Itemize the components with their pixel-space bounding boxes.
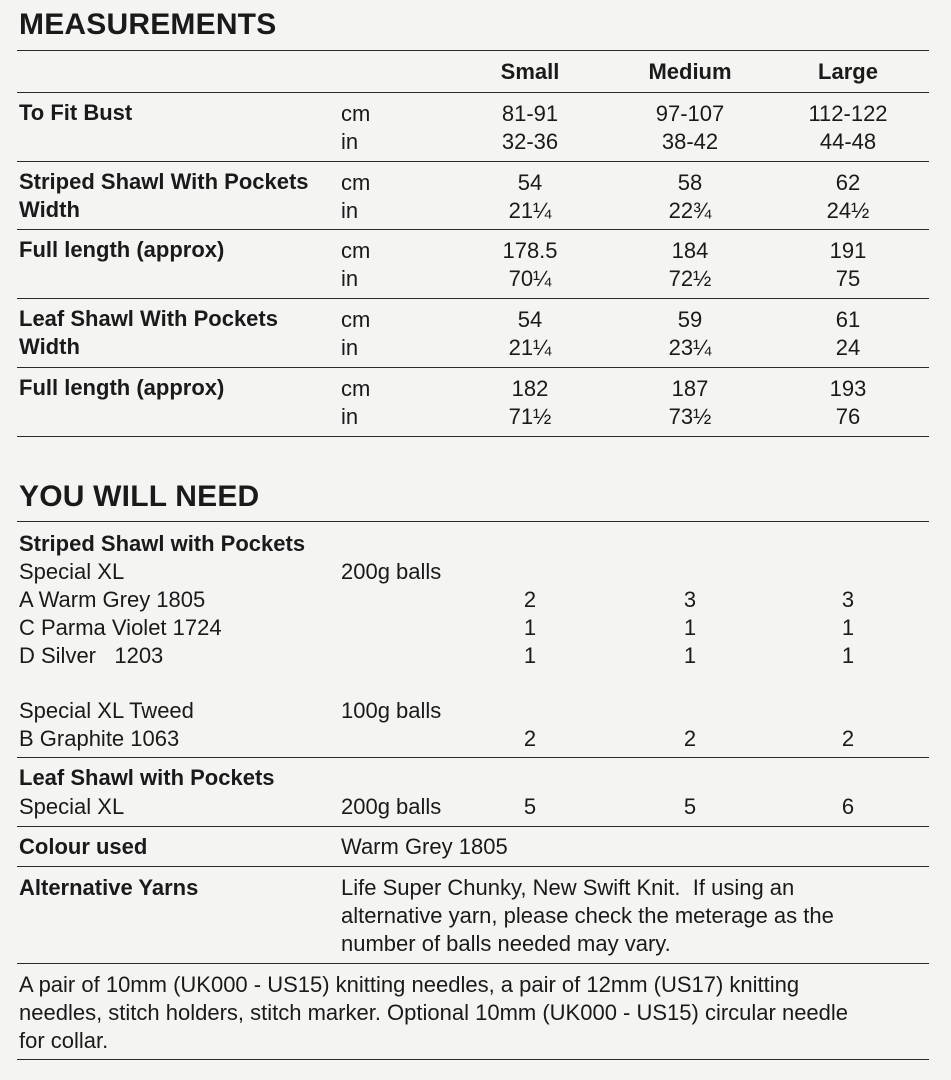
value-medium: 72½ — [668, 266, 712, 291]
value-medium: 22¾ — [668, 198, 712, 223]
colour-name: C Parma Violet 1724 — [19, 615, 222, 640]
divider — [17, 866, 929, 867]
unit-in: in — [341, 129, 359, 154]
divider — [17, 757, 929, 758]
value-small: 70¼ — [508, 266, 552, 291]
value-small: 81-91 — [501, 101, 559, 126]
divider — [17, 521, 929, 522]
value-large: 44-48 — [819, 129, 877, 154]
ball-weight: 200g balls — [341, 559, 442, 584]
you-will-need-heading: YOU WILL NEED — [19, 480, 260, 513]
unit-cm: cm — [341, 307, 371, 332]
value-medium: 59 — [677, 307, 703, 332]
divider — [17, 826, 929, 827]
value-small: 54 — [517, 307, 543, 332]
value-large: 191 — [829, 238, 867, 263]
text-line: for collar. — [19, 1028, 109, 1053]
qty-medium: 1 — [683, 615, 697, 640]
alternative-yarns-label: Alternative Yarns — [19, 875, 199, 900]
divider — [17, 963, 929, 964]
value-medium: 184 — [671, 238, 709, 263]
measurement-label: Full length (approx) — [19, 237, 225, 262]
value-small: 21¼ — [508, 335, 552, 360]
size-header-medium: Medium — [648, 59, 732, 84]
text-line: number of balls needed may vary. — [341, 931, 671, 956]
leaf-shawl-title: Leaf Shawl with Pockets — [19, 765, 275, 790]
unit-in: in — [341, 266, 359, 291]
qty-large: 1 — [841, 643, 855, 668]
qty-small: 1 — [523, 643, 537, 668]
divider — [17, 92, 929, 93]
qty-small: 1 — [523, 615, 537, 640]
value-large: 193 — [829, 376, 867, 401]
value-large: 24 — [835, 335, 861, 360]
ball-weight: 200g balls — [341, 794, 442, 819]
measurement-label: Width — [19, 197, 80, 222]
striped-shawl-title: Striped Shawl with Pockets — [19, 531, 306, 556]
text-line: A pair of 10mm (UK000 - US15) knitting needles, a pair of 12mm (US17) knitting — [19, 972, 800, 997]
measurement-label: To Fit Bust — [19, 100, 133, 125]
qty-medium: 1 — [683, 643, 697, 668]
unit-in: in — [341, 335, 359, 360]
value-medium: 23¼ — [668, 335, 712, 360]
value-small: 54 — [517, 170, 543, 195]
measurement-label: Leaf Shawl With Pockets — [19, 306, 278, 331]
measurement-label: Width — [19, 334, 80, 359]
value-small: 21¼ — [508, 198, 552, 223]
qty-large: 2 — [841, 726, 855, 751]
value-large: 112-122 — [808, 101, 888, 126]
alternative-yarns-text — [341, 874, 834, 958]
value-medium: 58 — [677, 170, 703, 195]
qty-large: 1 — [841, 615, 855, 640]
colour-name: B Graphite 1063 — [19, 726, 180, 751]
colour-name: A Warm Grey 1805 — [19, 587, 206, 612]
unit-in: in — [341, 198, 359, 223]
divider — [17, 367, 929, 368]
measurement-label: Striped Shawl With Pockets — [19, 169, 309, 194]
colour-name: D Silver 1203 — [19, 643, 164, 668]
text-line: alternative yarn, please check the meterage as the — [341, 903, 834, 928]
qty-small: 2 — [523, 587, 537, 612]
value-medium: 73½ — [668, 404, 712, 429]
divider — [17, 229, 929, 230]
value-large: 61 — [835, 307, 861, 332]
value-small: 71½ — [508, 404, 552, 429]
unit-cm: cm — [341, 170, 371, 195]
qty-small: 5 — [523, 794, 537, 819]
value-medium: 38-42 — [661, 129, 719, 154]
size-header-large: Large — [818, 59, 878, 84]
value-small: 178.5 — [502, 238, 558, 263]
value-medium: 97-107 — [655, 101, 725, 126]
qty-large: 3 — [841, 587, 855, 612]
colour-used-label: Colour used — [19, 834, 148, 859]
measurements-heading: MEASUREMENTS — [19, 8, 277, 41]
measurement-label: Full length (approx) — [19, 375, 225, 400]
yarn-name: Special XL Tweed — [19, 698, 194, 723]
divider — [17, 298, 929, 299]
colour-used-value: Warm Grey 1805 — [341, 834, 508, 859]
ball-weight: 100g balls — [341, 698, 442, 723]
value-large: 76 — [835, 404, 861, 429]
qty-large: 6 — [841, 794, 855, 819]
qty-medium: 2 — [683, 726, 697, 751]
size-header-small: Small — [500, 59, 560, 84]
qty-medium: 3 — [683, 587, 697, 612]
value-large: 75 — [835, 266, 861, 291]
value-large: 24½ — [826, 198, 870, 223]
divider — [17, 1059, 929, 1060]
value-medium: 187 — [671, 376, 709, 401]
text-line: Life Super Chunky, New Swift Knit. If using an — [341, 875, 795, 900]
qty-small: 2 — [523, 726, 537, 751]
divider — [17, 436, 929, 437]
qty-medium: 5 — [683, 794, 697, 819]
unit-cm: cm — [341, 238, 371, 263]
unit-cm: cm — [341, 376, 371, 401]
unit-cm: cm — [341, 101, 371, 126]
value-large: 62 — [835, 170, 861, 195]
divider — [17, 50, 929, 51]
needles-text — [19, 971, 848, 1055]
unit-in: in — [341, 404, 359, 429]
value-small: 32-36 — [501, 129, 559, 154]
value-small: 182 — [511, 376, 549, 401]
yarn-name: Special XL — [19, 794, 125, 819]
divider — [17, 161, 929, 162]
yarn-name: Special XL — [19, 559, 125, 584]
text-line: needles, stitch holders, stitch marker. Optional 10mm (UK000 - US15) circular needle — [19, 1000, 849, 1025]
